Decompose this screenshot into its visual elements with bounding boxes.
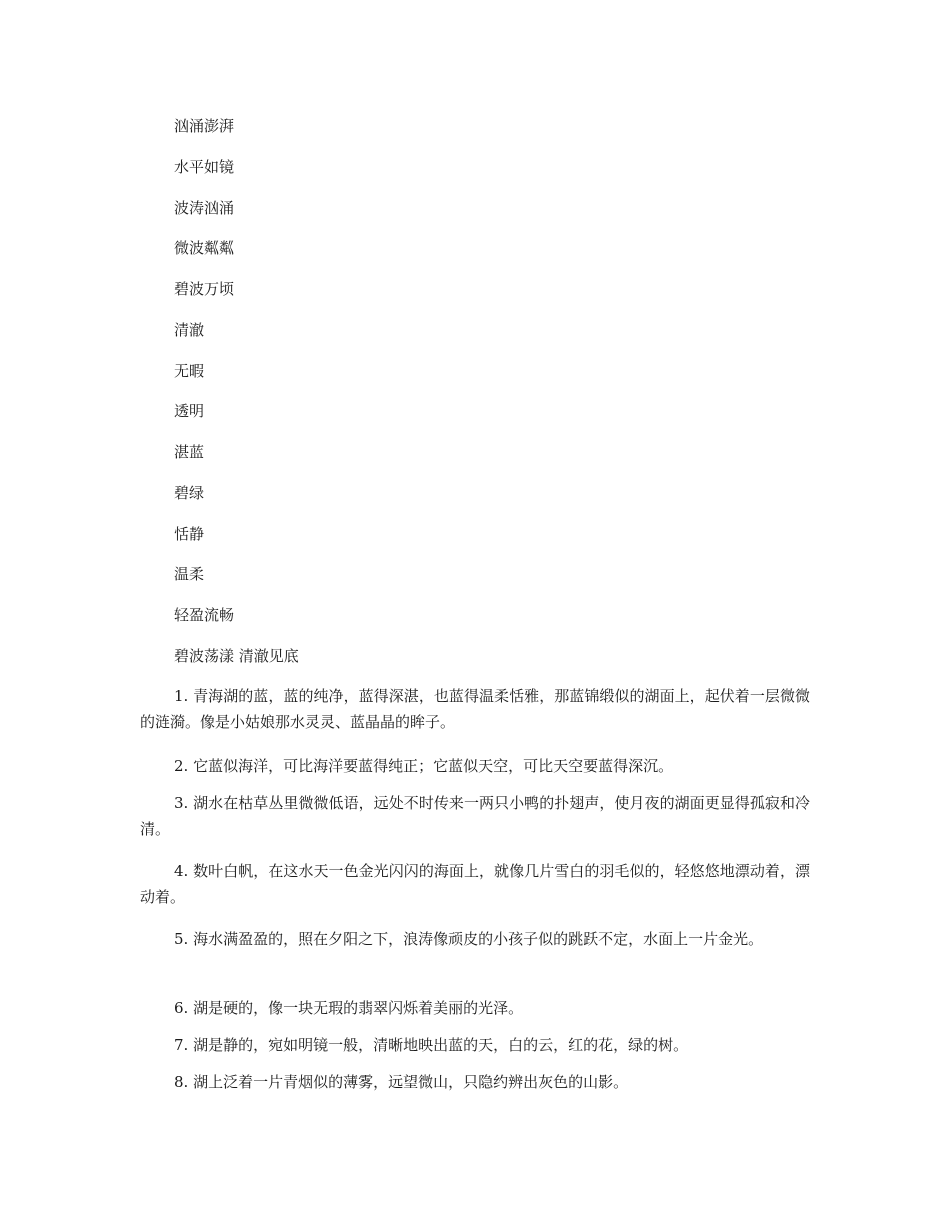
phrase-line: 无暇	[174, 362, 205, 380]
phrase-line: 温柔	[174, 565, 205, 583]
paragraph-5: 5. 海水满盈盈的，照在夕阳之下，浪涛像顽皮的小孩子似的跳跃不定，水面上一片金光。	[174, 930, 764, 948]
phrase-line: 水平如镜	[174, 158, 235, 176]
phrase-line: 碧波万顷	[174, 280, 235, 298]
phrase-line: 清澈	[174, 321, 205, 339]
paragraph-1: 1. 青海湖的蓝，蓝的纯净，蓝得深湛，也蓝得温柔恬雅，那蓝锦缎似的湖面上，起伏着一层微微的涟漪。像是小姑娘那水灵灵、蓝晶晶的眸子。	[140, 687, 810, 731]
phrase-line: 汹涌澎湃	[174, 117, 235, 135]
paragraph-4: 4. 数叶白帆，在这水天一色金光闪闪的海面上，就像几片雪白的羽毛似的，轻悠悠地漂动着，漂动着。	[140, 862, 810, 906]
paragraph-7: 7. 湖是静的，宛如明镜一般，清晰地映出蓝的天，白的云，红的花，绿的树。	[174, 1036, 689, 1054]
phrase-line: 微波粼粼	[174, 239, 235, 257]
paragraph-3: 3. 湖水在枯草丛里微微低语，远处不时传来一两只小鸭的扑翅声，使月夜的湖面更显得孤寂和冷清。	[140, 794, 810, 838]
paragraph-8: 8. 湖上泛着一片青烟似的薄雾，远望微山，只隐约辨出灰色的山影。	[174, 1073, 629, 1091]
phrase-line: 恬静	[174, 525, 205, 543]
phrase-line: 碧波荡漾 清澈见底	[174, 647, 299, 665]
phrase-line: 碧绿	[174, 484, 205, 502]
phrase-line: 波涛汹涌	[174, 199, 235, 217]
paragraph-2: 2. 它蓝似海洋，可比海洋要蓝得纯正；它蓝似天空，可比天空要蓝得深沉。	[174, 757, 674, 775]
paragraph-6: 6. 湖是硬的，像一块无瑕的翡翠闪烁着美丽的光泽。	[174, 999, 524, 1017]
phrase-line: 透明	[174, 402, 205, 420]
phrase-line: 湛蓝	[174, 443, 205, 461]
phrase-line: 轻盈流畅	[174, 606, 235, 624]
